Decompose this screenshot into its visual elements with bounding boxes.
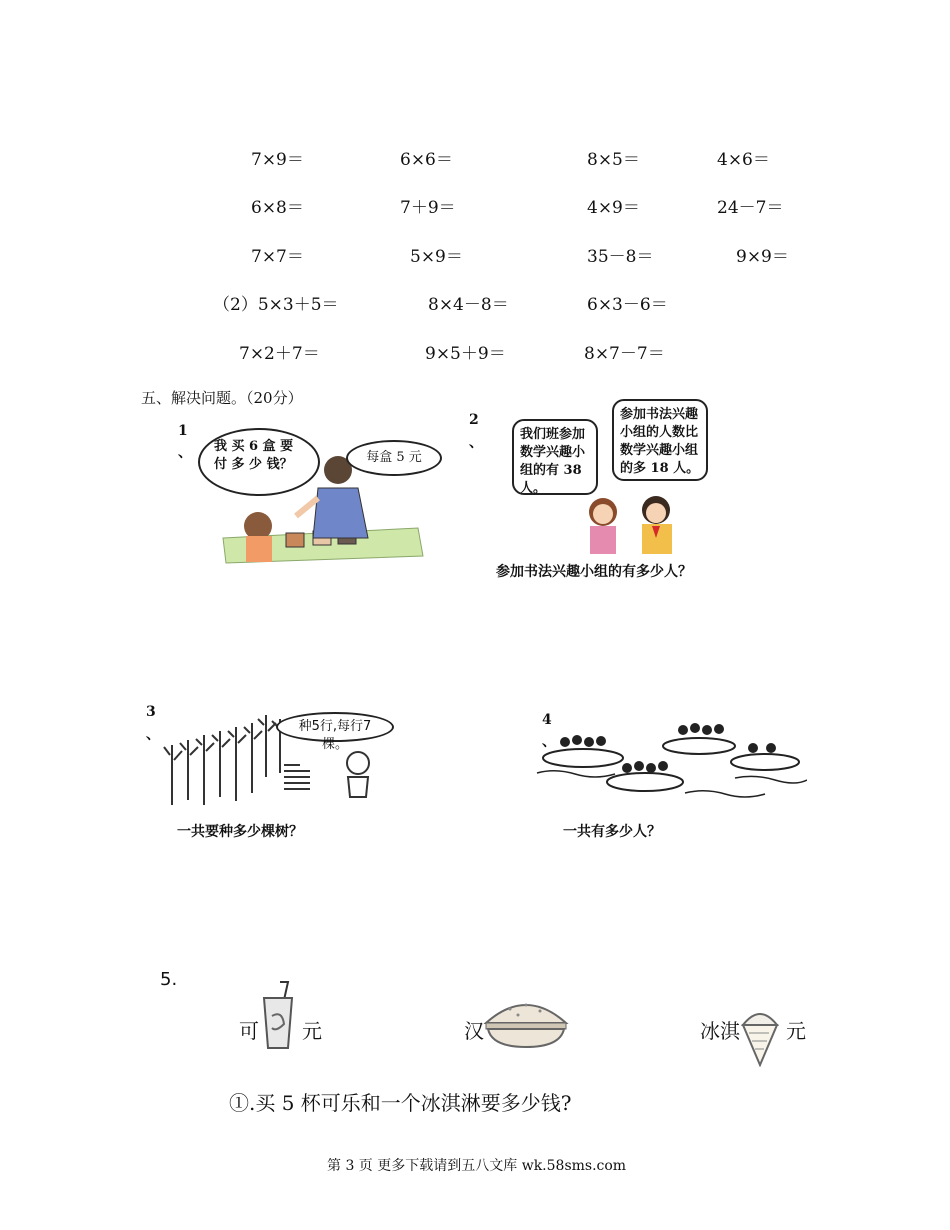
calc-r3-c1: 7×7＝ — [251, 247, 304, 267]
hamburger-image — [480, 993, 572, 1049]
ice-cream-icon — [737, 1003, 783, 1067]
item2-label-left: 汉 — [464, 1019, 484, 1043]
calc-r5-c2: 9×5＋9＝ — [425, 344, 506, 364]
hamburger-icon — [480, 993, 572, 1049]
problem3-speech-bubble — [276, 712, 394, 752]
problem3-mark: 、 — [146, 727, 160, 743]
problem3-number: 3 — [146, 704, 156, 720]
calc-r2-c1: 6×8＝ — [251, 198, 304, 218]
calc-r2-c3: 4×9＝ — [587, 198, 640, 218]
problem1-girl-speech-text: 我 买 6 盒 要 付 多 少 钱？ — [214, 439, 294, 472]
problem2-boy-speech-text: 参加书法兴趣小组的人数比数学兴趣小组的多 18 人。 — [620, 407, 700, 476]
calc-r4-c3: 6×3－6＝ — [587, 295, 668, 315]
item3-label-left: 冰淇 — [700, 1019, 740, 1043]
item1-label-left: 可 — [239, 1019, 259, 1043]
cola-cup-image — [258, 980, 298, 1052]
section-title: 五、解决问题。（20分） — [141, 389, 303, 407]
problem2-boy-speech-bubble — [612, 399, 708, 481]
problem1-number: 1 — [178, 423, 188, 439]
problem3-speech-text: 种5行,每行7棵。 — [298, 719, 372, 752]
calc-r3-c3: 35－8＝ — [587, 247, 654, 267]
problem5-number: 5. — [160, 969, 178, 990]
calc-r4-c2: 8×4－8＝ — [428, 295, 509, 315]
problem1-girl-speech-bubble — [198, 428, 320, 496]
calc-r1-c2: 6×6＝ — [400, 150, 453, 170]
calc-r2-c2: 7＋9＝ — [400, 198, 456, 218]
rowing-boats-illustration — [535, 718, 807, 803]
problem3-question: 一共要种多少棵树？ — [177, 824, 303, 840]
item3-label-right: 元 — [786, 1019, 806, 1043]
problem2-mark: 、 — [469, 435, 483, 451]
problem2-girl-speech-bubble — [512, 419, 598, 495]
problem4-mark: 、 — [542, 734, 556, 750]
problem1-mark: 、 — [178, 445, 192, 461]
calc-r5-c1: 7×2＋7＝ — [239, 344, 320, 364]
problem2-girl-speech-text: 我们班参加数学兴趣小组的有 38 人。 — [520, 427, 586, 496]
calc-r3-c4: 9×9＝ — [736, 247, 789, 267]
calc-r5-c3: 8×7－7＝ — [584, 344, 665, 364]
problem1-man-speech-text: 每盒 5 元 — [366, 450, 422, 465]
calc-r4-c1: （2）5×3＋5＝ — [213, 295, 339, 315]
problem5-question: ①.买 5 杯可乐和一个冰淇淋要多少钱? — [229, 1091, 572, 1115]
problem1-man-speech-bubble — [346, 440, 442, 476]
problem4-illustration — [535, 718, 807, 803]
two-children-illustration — [578, 490, 688, 558]
ice-cream-image — [737, 1003, 783, 1067]
calc-r2-c4: 24－7＝ — [717, 198, 784, 218]
calc-r1-c3: 8×5＝ — [587, 150, 640, 170]
calc-r3-c2: 5×9＝ — [410, 247, 463, 267]
problem2-question: 参加书法兴趣小组的有多少人？ — [496, 564, 692, 580]
calc-r1-c1: 7×9＝ — [251, 150, 304, 170]
item1-label-right: 元 — [302, 1019, 322, 1043]
calc-r1-c4: 4×6＝ — [717, 150, 770, 170]
problem4-number: 4 — [542, 712, 552, 728]
problem4-question: 一共有多少人？ — [563, 824, 661, 840]
page-footer: 第 3 页 更多下载请到五八文库 wk.58sms.com — [327, 1158, 627, 1174]
problem2-illustration — [578, 490, 688, 558]
cola-cup-icon — [258, 980, 298, 1052]
problem2-number: 2 — [469, 412, 479, 428]
